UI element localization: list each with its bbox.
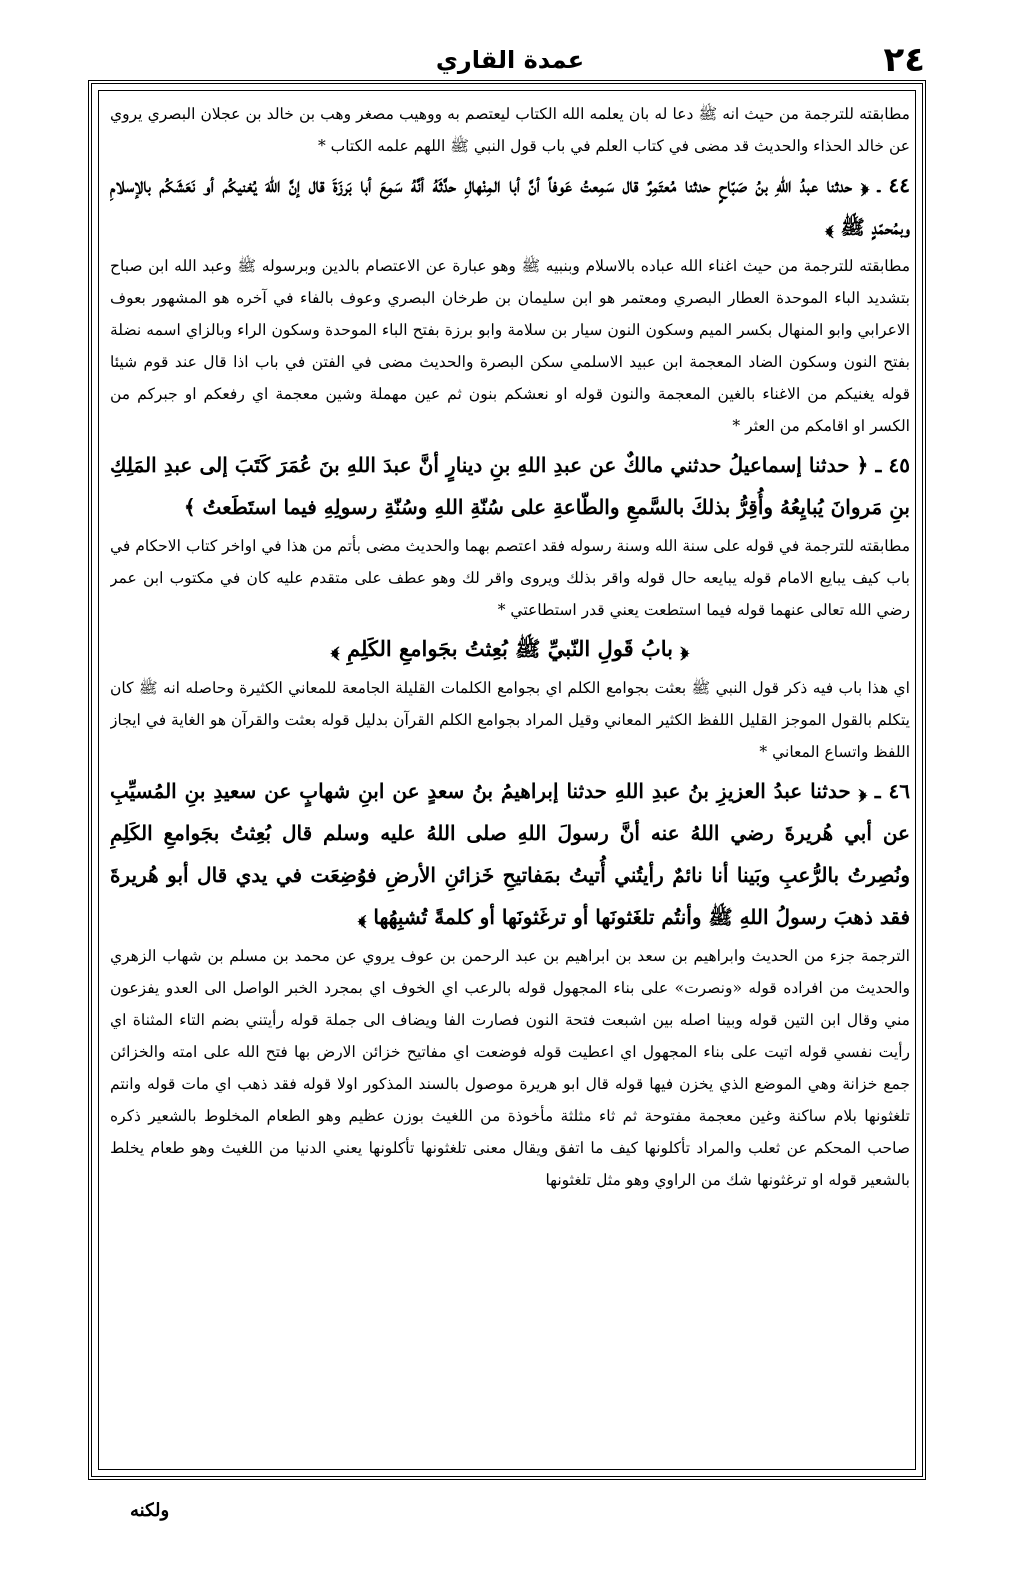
commentary-paragraph: مطابقته للترجمة في قوله على سنة الله وسنة رسوله فقد اعتصم بهما والحديث مضى بأتم من هذا في اواخر كتاب الاحكام في باب كيف يبايع الامام قوله يبايعه حال قوله واقر بذلك ويروى واقر لك وهو عطف على متقدم عليه كان في مكتوب ابن عمر رضي الله تعالى عنهما قوله فيما استطعت يعني قدر استطاعتي * (110, 537, 910, 619)
commentary-paragraph: مطابقته للترجمة من حيث اغناء الله عباده بالاسلام وبنبيه ﷺ وهو عبارة عن الاعتصام بالدين وبرسوله ﷺ وعبد الله ابن صباح بتشديد الباء الموحدة العطار البصري ومعتمر هو ابن سليمان بن طرخان البصري وعوف بالفاء في آخره هو المشهور بعوف الاعرابي وابو المنهال بكسر الميم وسكون النون سيار بن سلامة وابو برزة بفتح الباء الموحدة وسكون الراء وبالزاي اسمه نضلة بفتح النون وسكون الضاد المعجمة ابن عبيد الاسلمي سكن البصرة والحديث مضى في الفتن في باب اذا قال عند قوم شيئا قوله يغنيكم من الاغناء بالغين المعجمة والنون قوله او نعشكم بنون ثم عين مهملة وشين معجمة اي رفعكم او جبركم من الكسر او اقامكم من العثر * (110, 257, 910, 435)
hadith-text: ٤٥ ـ ﴿ حدثنا إسماعيلُ حدثني مالكٌ عن عبدِ اللهِ بنِ دينارٍ أنَّ عبدَ اللهِ بنَ عُمَرَ كَتَبَ إلى عبدِ المَلِكِ بنِ مَروانَ يُبايِعُهُ وأُقِرُّ بذلكَ بالسَّمعِ والطّاعةِ على سُنّةِ اللهِ وسُنّةِ رسولِهِ فيما استَطَعتُ ﴾ (110, 453, 910, 519)
commentary-paragraph: مطابقته للترجمة من حيث انه ﷺ دعا له بان يعلمه الله الكتاب ليعتصم به ووهيب مصغر وهب بن خالد بن عجلان البصري يروي عن خالد الحذاء والحديث قد مضى في كتاب العلم في باب قول النبي ﷺ اللهم علمه الكتاب * (110, 105, 910, 155)
hadith-text: ٤٦ ـ ﴿ حدثنا عبدُ العزيزِ بنُ عبدِ اللهِ حدثنا إبراهيمُ بنُ سعدٍ عن ابنِ شهابٍ عن سعيدِ بنِ المُسيِّبِ عن أبي هُريرةَ رضي اللهُ عنه أنَّ رسولَ اللهِ صلى اللهُ عليه وسلم قال بُعِثتُ بجَوامعِ الكَلِمِ ونُصِرتُ بالرُّعبِ وبَينا أنا نائمٌ رأيتُني أُتيتُ بمَفاتيحِ خَزائنِ الأرضِ فوُضِعَت في يدي قال أبو هُريرةَ فقد ذهبَ رسولُ اللهِ ﷺ وأنتُم تلغَثونَها أو ترغَثونَها أو كلمةً تُشبِهُها ﴾ (110, 779, 910, 929)
commentary-paragraph: اي هذا باب فيه ذكر قول النبي ﷺ بعثت بجوامع الكلم اي بجوامع الكلمات القليلة الجامعة للمعاني الكثيرة وحاصله انه ﷺ كان يتكلم بالقول الموجز القليل اللفظ الكثير المعاني وقيل المراد بجوامع الكلم القرآن بدليل قوله بعثت والقرآن هو الغاية في ايجاز اللفظ واتساع المعاني * (110, 679, 910, 761)
page-number: ٢٤ (883, 40, 925, 80)
page-body (110, 98, 910, 1468)
catchword: ولكنه (130, 1500, 170, 1521)
running-title: عمدة القاري (435, 46, 585, 74)
commentary-paragraph: الترجمة جزء من الحديث وابراهيم بن سعد بن ابراهيم بن عبد الرحمن بن عوف يروي عن محمد بن مسلم بن شهاب الزهري والحديث من افراده قوله «ونصرت» على بناء المجهول قوله بالرعب اي الخوف اي بمجرد الخبر الواصل الى العدو يفزعون مني وقال ابن التين قوله وبينا اصله بين اشبعت فتحة النون فصارت الفا ويضاف الى جملة قوله رأيتني بضم التاء المثناة اي رأيت نفسي قوله اتيت على بناء المجهول اي اعطيت قوله فوضعت اي مفاتيح خزائن الارض بها فتح الله على امته والخزائن جمع خزانة وهي الموضع الذي يخزن فيها قوله قال ابو هريرة موصول بالسند المذكور اولا قوله فقد ذهب اي مات قوله وانتم تلغثونها بلام ساكنة وغين معجمة مفتوحة ثم ثاء مثلثة مأخوذة من اللغيث بوزن عظيم وهو الطعام المخلوط بالشعير ذكره صاحب المحكم عن ثعلب والمراد تأكلونها كيف ما اتفق ويقال معنى تلغثونها تأكلونها يعني الدنيا من اللغيث وهو طعام يخلط بالشعير قوله او ترغثونها شك من الراوي وهو مثل تلغثونها (110, 947, 910, 1189)
chapter-heading: ﴿ بابُ قَولِ النّبيِّ ﷺ بُعِثتُ بجَوامعِ الكَلِمِ ﴾ (331, 636, 689, 661)
hadith-text: ٤٤ ـ ﴿ حدثنا عبدُ اللهِ بنُ صَبّاحٍ حدثنا مُعتَمِرٌ قال سَمِعتُ عَوفاً أنَّ أبا المِنْهالِ حدَّثَهُ أنَّهُ سَمِعَ أبا بَرزَةَ قال إنَّ اللهَ يُغنيكُم أو نَعَشَكُم بالإسلامِ وبمُحمّدٍ ﷺ ﴾ (110, 173, 910, 239)
page-header (95, 40, 925, 84)
